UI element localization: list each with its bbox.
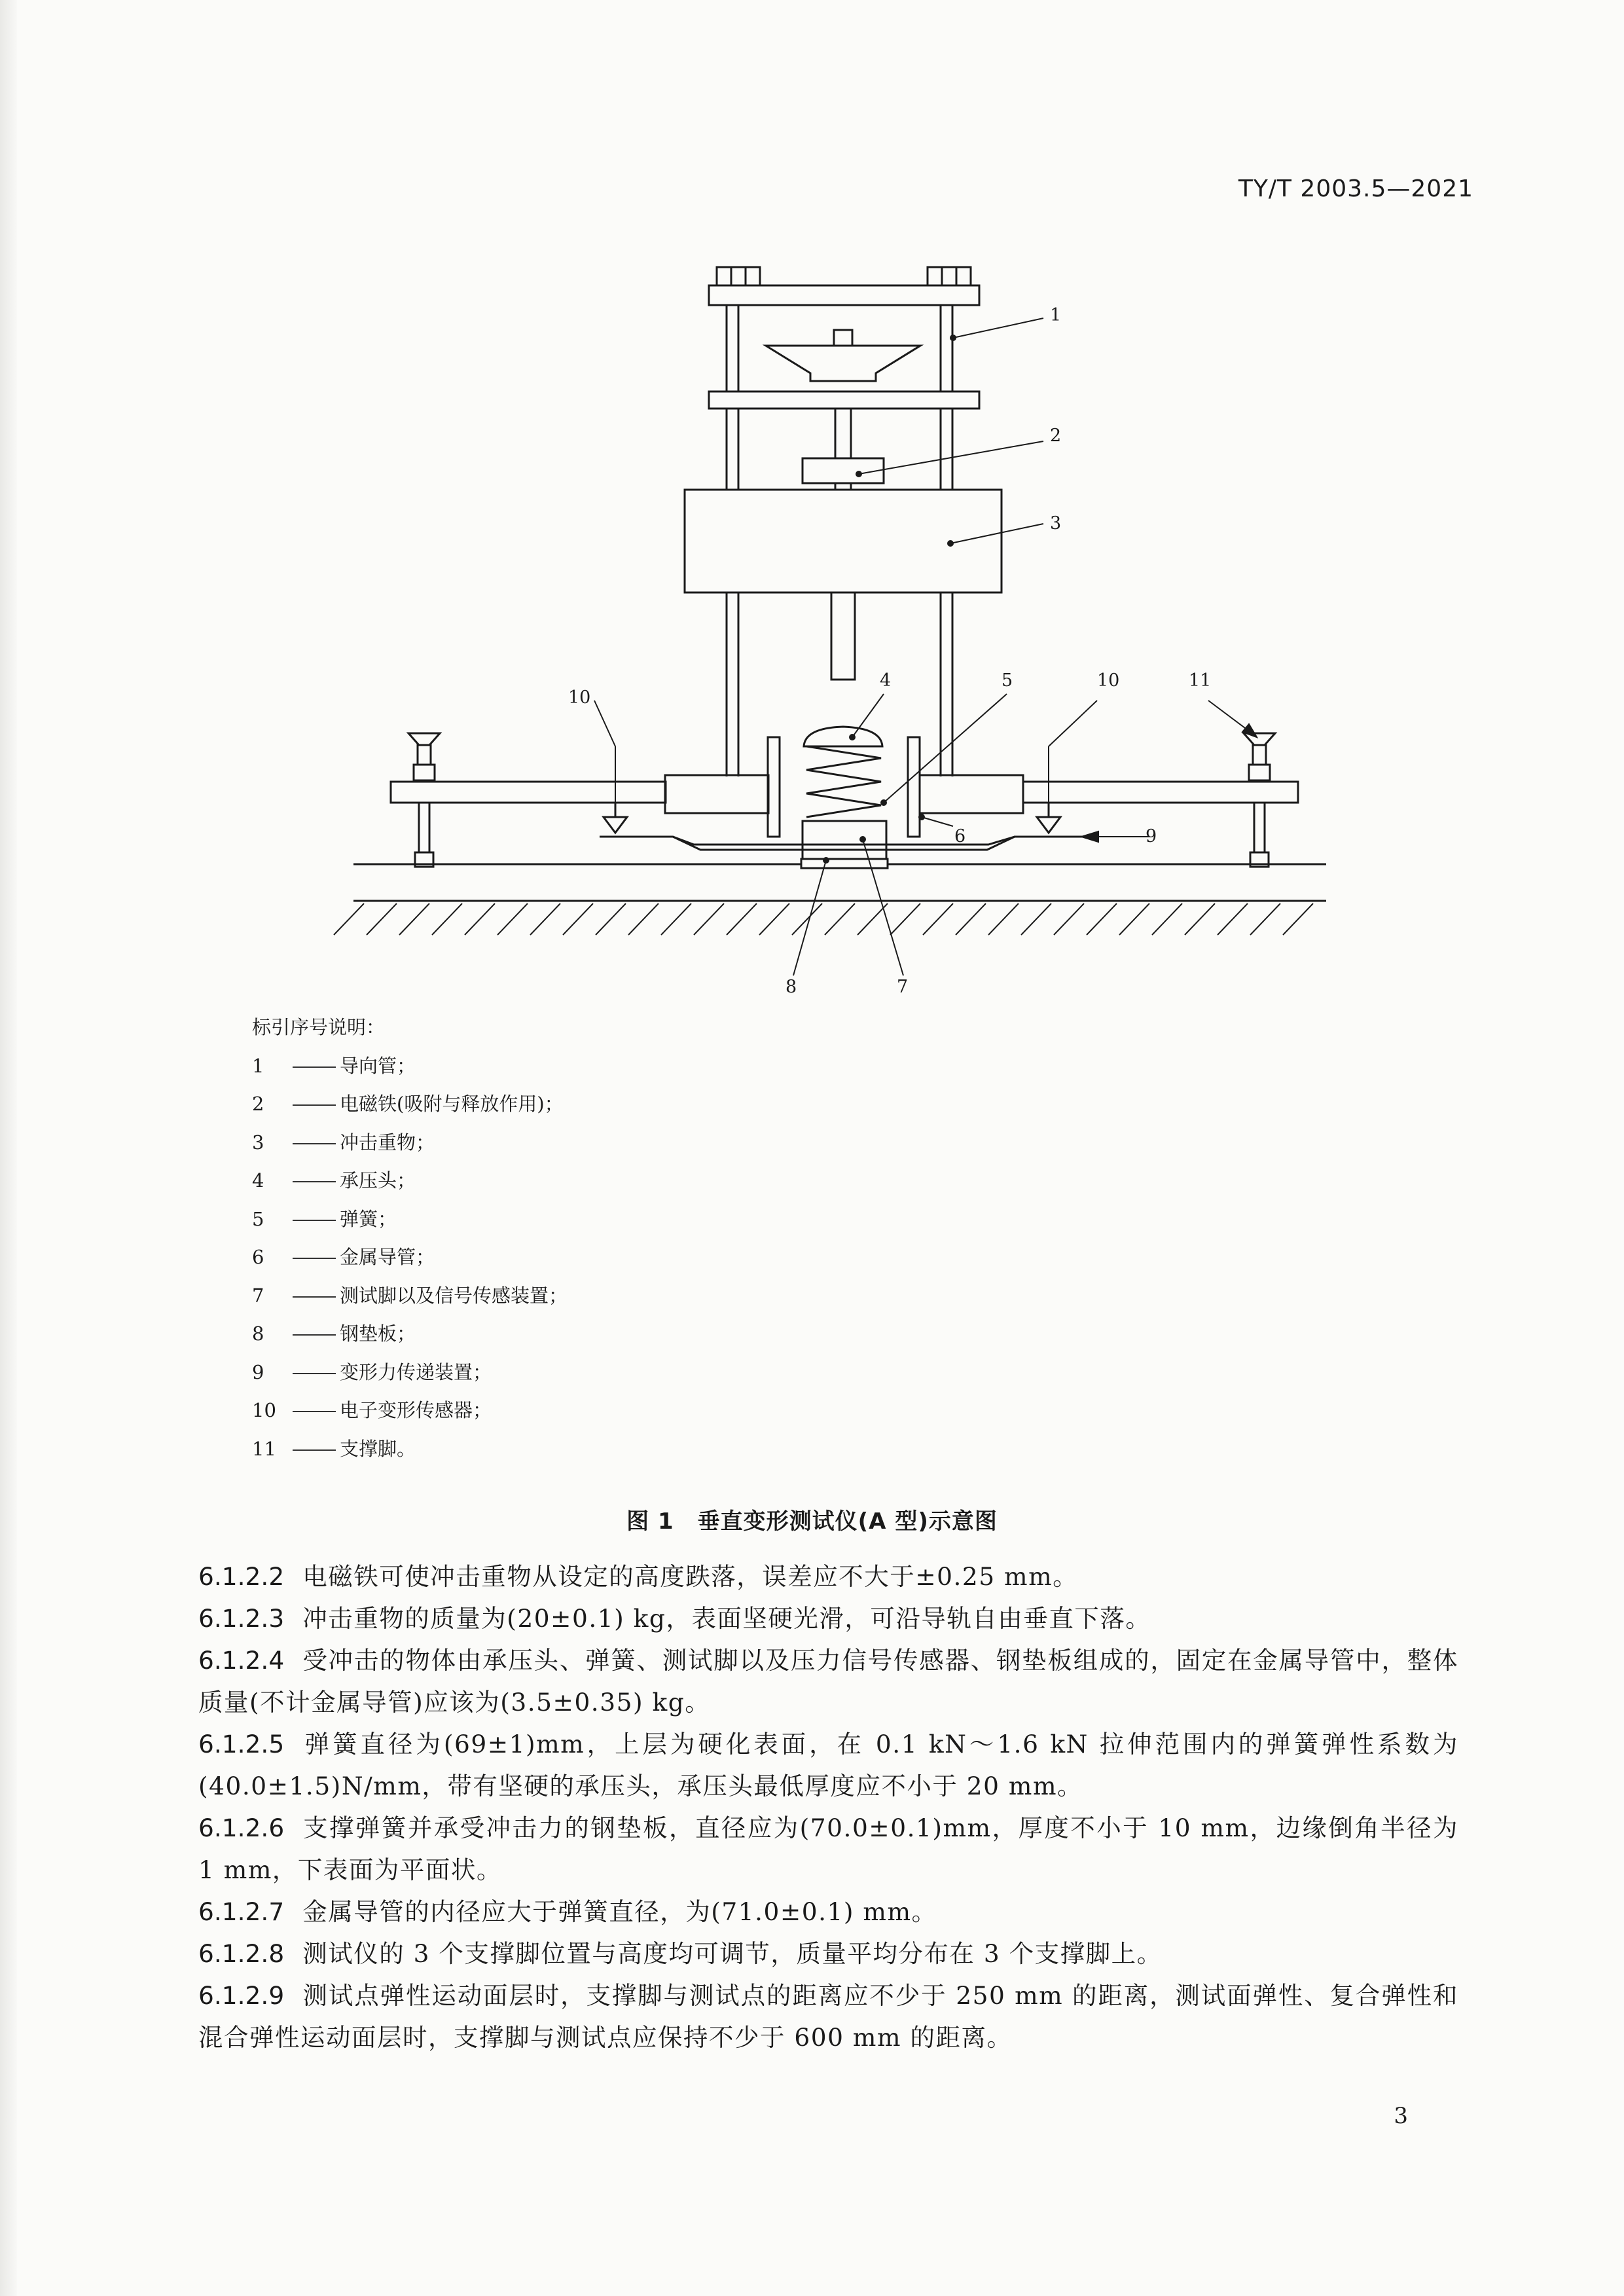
scan-edge (0, 0, 17, 2296)
figure-caption-number: 图 1 (626, 1508, 674, 1535)
sensor-right (1037, 803, 1060, 833)
clause-paragraph: 6.1.2.9 测试点弹性运动面层时，支撑脚与测试点的距离应不少于 250 mm 的距离，测试面弹性、复合弹性和混合弹性运动面层时，支撑脚与测试点应保持不少于 600 mm 的距离。 (198, 1981, 1458, 2052)
standard-code: TY/T 2003.5—2021 (1238, 175, 1473, 202)
clause-paragraph: 6.1.2.5 弹簧直径为(69±1)mm，上层为硬化表面，在 0.1 kN～1.6 kN 拉伸范围内的弹簧弹性系数为(40.0±1.5)N/mm，带有坚硬的承压头，承压头最低厚度应不小于 20 mm。 (198, 1730, 1458, 1800)
impact-weight (685, 490, 1001, 592)
clause-paragraph: 6.1.2.8 测试仪的 3 个支撑脚位置与高度均可调节，质量平均分布在 3 个支撑脚上。 (198, 1939, 1163, 1968)
legend-item: 3 冲击重物； (252, 1131, 435, 1154)
callout-11: 11 (1189, 670, 1212, 691)
figure-1-diagram (321, 249, 1342, 1002)
nut-left (717, 267, 760, 285)
drop-rod (831, 592, 855, 680)
legend-item: 9 变形力传递装置； (252, 1360, 492, 1383)
top-plate (709, 285, 979, 305)
callout-5: 5 (1001, 670, 1013, 691)
clause-paragraph: 6.1.2.3 冲击重物的质量为(20±0.1) kg，表面坚硬光滑，可沿导轨自由垂直下落。 (198, 1604, 1151, 1633)
clause-paragraph: 6.1.2.7 金属导管的内径应大于弹簧直径，为(71.0±0.1) mm。 (198, 1897, 937, 1926)
callout-2: 2 (1050, 426, 1062, 446)
legend-item: 4 承压头； (252, 1169, 416, 1192)
callout-7: 7 (897, 977, 909, 997)
nut-right (928, 267, 971, 285)
beam-tube-left (665, 775, 768, 813)
legend-item: 5 弹簧； (252, 1207, 397, 1230)
spring (806, 746, 881, 817)
metal-tube-right (908, 737, 920, 837)
clause-paragraph: 6.1.2.6 支撑弹簧并承受冲击力的钢垫板，直径应为(70.0±0.1)mm，厚度不小于 10 mm，边缘倒角半径为 1 mm，下表面为平面状。 (198, 1813, 1458, 1884)
beam-arm-left (391, 782, 666, 803)
sensor-left (604, 803, 627, 833)
callout-8: 8 (785, 977, 797, 997)
page-number: 3 (1394, 2103, 1408, 2129)
callout-4: 4 (880, 670, 892, 691)
figure-legend (252, 1008, 568, 1468)
legend-item: 10 电子变形传感器； (252, 1399, 492, 1421)
legend-item: 2 电磁铁(吸附与释放作用)； (252, 1093, 564, 1115)
support-foot-right (1244, 733, 1275, 745)
electromagnet (803, 458, 884, 483)
metal-tube-left (768, 737, 780, 837)
callout-10-right: 10 (1097, 670, 1120, 691)
ground-hatching (334, 903, 1313, 935)
legend-item: 8 钢垫板； (252, 1322, 416, 1345)
legend-item: 11 支撑脚。 (252, 1437, 416, 1460)
beam-arm-right (1023, 782, 1298, 803)
guide-tubes (727, 305, 952, 776)
body-text (198, 1556, 1458, 2058)
pressure-head (804, 727, 882, 746)
callout-9: 9 (1146, 826, 1157, 847)
legend-item: 7 测试脚以及信号传感装置； (252, 1284, 568, 1307)
figure-caption-text: 垂直变形测试仪(A 型)示意图 (697, 1508, 998, 1535)
figure-caption (0, 1503, 1624, 1535)
legend-item: 6 金属导管； (252, 1246, 435, 1268)
callout-1: 1 (1050, 305, 1062, 325)
support-foot-left (408, 733, 440, 745)
callout-10-left: 10 (568, 687, 591, 708)
beam-tube-right (920, 775, 1023, 813)
clause-paragraph: 6.1.2.2 电磁铁可使冲击重物从设定的高度跌落，误差应不大于±0.25 mm。 (198, 1562, 1079, 1591)
middle-plate (709, 392, 979, 409)
legend-title: 标引序号说明： (252, 1016, 386, 1038)
callout-6: 6 (954, 826, 966, 847)
funnel (766, 346, 920, 381)
callout-3: 3 (1050, 513, 1062, 534)
legend-item: 1 导向管； (252, 1054, 416, 1077)
clause-paragraph: 6.1.2.4 受冲击的物体由承压头、弹簧、测试脚以及压力信号传感器、钢垫板组成的，固定在金属导管中，整体质量(不计金属导管)应该为(3.5±0.35) kg。 (198, 1646, 1458, 1717)
